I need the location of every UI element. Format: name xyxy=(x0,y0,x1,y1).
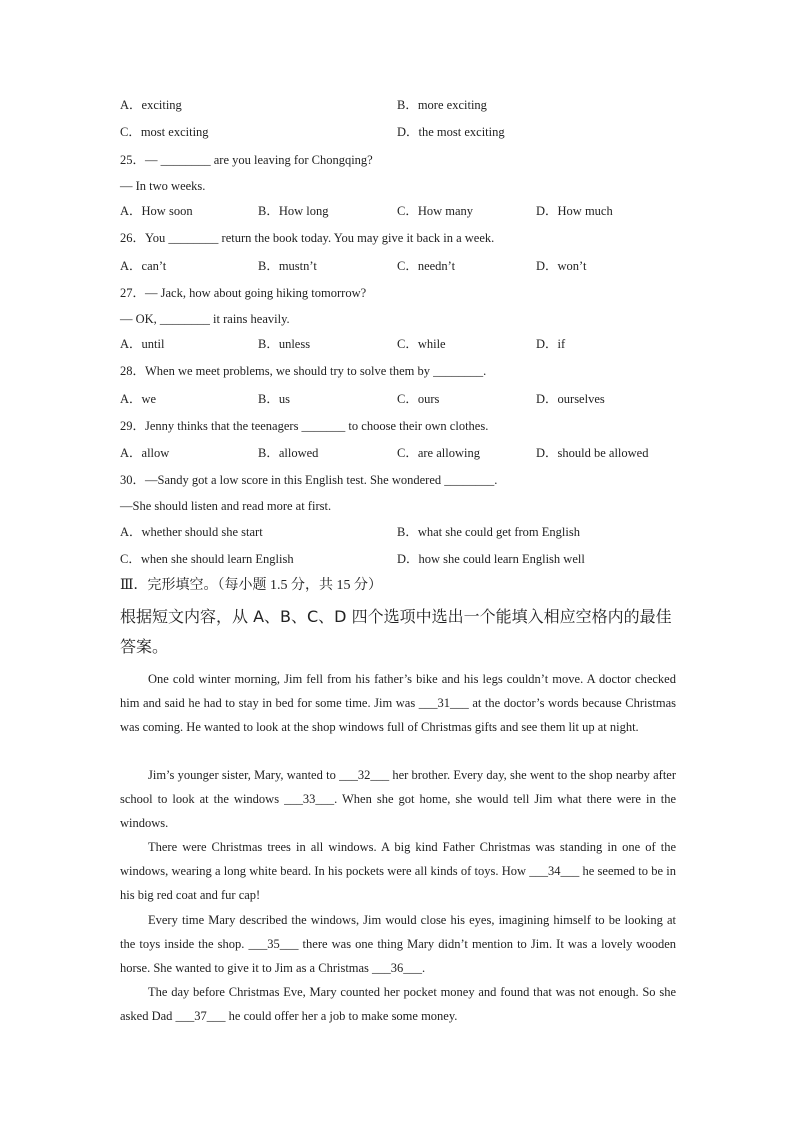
section-instruction-line2: 答案。 xyxy=(120,637,169,656)
q29-option-b: B．allowed xyxy=(258,446,319,460)
q30-reply: —She should listen and read more at first. xyxy=(120,499,332,513)
q24-option-b: B．more exciting xyxy=(397,98,487,112)
q25-option-c: C．How many xyxy=(397,204,474,218)
q28-option-d: D．ourselves xyxy=(536,392,605,406)
q30-option-b: B．what she could get from English xyxy=(397,525,580,539)
q24-option-d: D．the most exciting xyxy=(397,125,505,139)
q27-option-c: C．while xyxy=(397,337,446,351)
q30-stem: 30．—Sandy got a low score in this English test. She wondered ________. xyxy=(120,473,498,487)
q27-option-b: B．unless xyxy=(258,337,311,351)
q26-option-b: B．mustn’t xyxy=(258,259,317,273)
q29-stem: 29．Jenny thinks that the teenagers _______ to choose their own clothes. xyxy=(120,419,489,433)
q26-option-c: C．needn’t xyxy=(397,259,456,273)
q30-option-d: D．how she could learn English well xyxy=(397,552,585,566)
q29-option-a: A．allow xyxy=(120,446,170,460)
passage-paragraph-4: Every time Mary described the windows, Jim would close his eyes, imagining himself to be looking at the toys inside the shop. ___35___ there was one thing Mary didn’t mention to Jim. It was a lovely wooden horse. She wanted to give it to Jim as a Christmas ___36___. xyxy=(120,913,676,976)
q27-option-d: D．if xyxy=(536,337,566,351)
q26-stem: 26．You ________ return the book today. You may give it back in a week. xyxy=(120,231,495,245)
passage-paragraph-1: One cold winter morning, Jim fell from his father’s bike and his legs couldn’t move. A doctor checked him and said he had to stay in bed for some time. Jim was ___31___ at the doctor’s words because Christmas was coming. He wanted to look at the shop windows full of Christmas gifts and see them lit up at night. xyxy=(120,672,676,735)
q29-option-d: D．should be allowed xyxy=(536,446,649,460)
passage-paragraph-3: There were Christmas trees in all windows. A big kind Father Christmas was standing in one of the windows, wearing a long white beard. In his pockets were all kinds of toys. How ___34___ he seemed to be in his big red coat and fur cap! xyxy=(120,840,676,903)
passage-paragraph-2: Jim’s younger sister, Mary, wanted to ___32___ her brother. Every day, she went to the shop nearby after school to look at the windows ___33___. When she got home, she would tell Jim what there were in the windows. xyxy=(120,768,676,831)
q25-option-b: B．How long xyxy=(258,204,329,218)
q28-stem: 28．When we meet problems, we should try to solve them by ________. xyxy=(120,364,487,378)
q26-option-a: A．can’t xyxy=(120,259,167,273)
q25-option-d: D．How much xyxy=(536,204,613,218)
q30-option-a: A．whether should she start xyxy=(120,525,263,539)
q25-stem: 25．— ________ are you leaving for Chongqing? xyxy=(120,153,373,167)
q27-stem: 27．— Jack, how about going hiking tomorrow? xyxy=(120,286,367,300)
q27-reply: — OK, ________ it rains heavily. xyxy=(120,312,290,326)
q29-option-c: C．are allowing xyxy=(397,446,480,460)
q24-option-c: C．most exciting xyxy=(120,125,209,139)
q28-option-c: C．ours xyxy=(397,392,440,406)
q24-option-a: A．exciting xyxy=(120,98,182,112)
section-title: Ⅲ．完形填空。（每小题 1.5 分，共 15 分） xyxy=(120,578,383,593)
q30-option-c: C．when she should learn English xyxy=(120,552,294,566)
section-instruction-line1: 根据短文内容，从 A、B、C、D 四个选项中选出一个能填入相应空格内的最佳 xyxy=(120,607,672,626)
q28-option-a: A．we xyxy=(120,392,157,406)
passage-paragraph-5: The day before Christmas Eve, Mary counted her pocket money and found that was not enough. So she asked Dad ___37___ he could offer her a job to make some money. xyxy=(120,985,676,1024)
q25-reply: — In two weeks. xyxy=(120,179,206,193)
q27-option-a: A．until xyxy=(120,337,165,351)
q25-option-a: A．How soon xyxy=(120,204,193,218)
q28-option-b: B．us xyxy=(258,392,290,406)
q26-option-d: D．won’t xyxy=(536,259,587,273)
